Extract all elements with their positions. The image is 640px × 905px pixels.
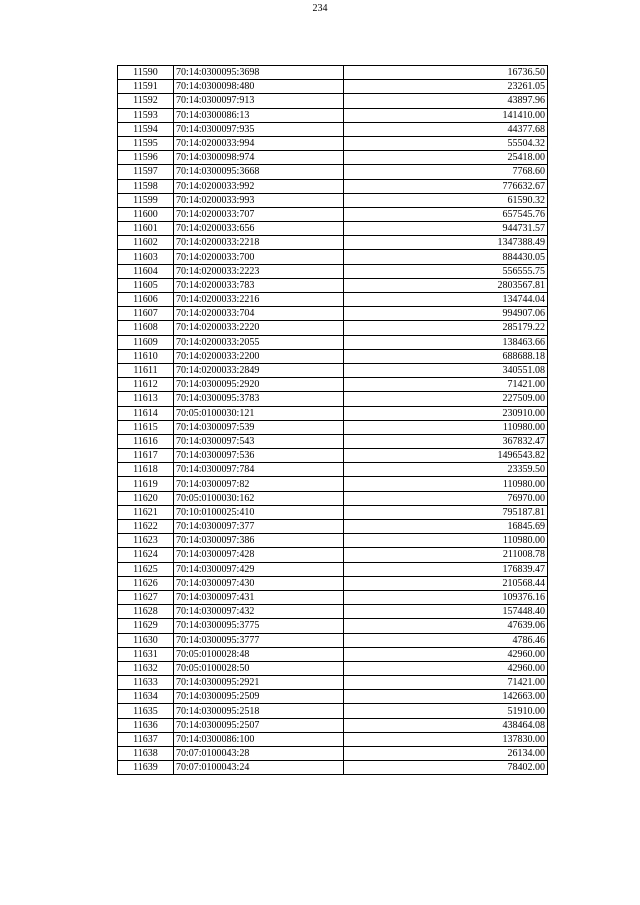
table-row <box>118 165 548 179</box>
value-cell: 26134.00 <box>344 747 548 761</box>
table-row <box>118 463 548 477</box>
cadastral-value-table <box>117 65 548 775</box>
row-number-cell: 11630 <box>118 633 174 647</box>
cadastral-number-cell: 70:14:0200033:2055 <box>174 335 344 349</box>
row-number-cell: 11605 <box>118 278 174 292</box>
row-number-cell: 11610 <box>118 349 174 363</box>
value-cell: 55504.32 <box>344 136 548 150</box>
value-cell: 367832.47 <box>344 434 548 448</box>
cadastral-number-cell: 70:14:0200033:656 <box>174 222 344 236</box>
row-number-cell: 11637 <box>118 732 174 746</box>
table-row <box>118 378 548 392</box>
row-number-cell: 11632 <box>118 661 174 675</box>
cadastral-number-cell: 70:14:0200033:993 <box>174 193 344 207</box>
value-cell: 25418.00 <box>344 151 548 165</box>
table-body <box>118 66 548 775</box>
value-cell: 134744.04 <box>344 293 548 307</box>
cadastral-number-cell: 70:14:0300095:2507 <box>174 718 344 732</box>
value-cell: 42960.00 <box>344 647 548 661</box>
row-number-cell: 11611 <box>118 363 174 377</box>
table-row <box>118 434 548 448</box>
row-number-cell: 11620 <box>118 491 174 505</box>
cadastral-number-cell: 70:14:0300097:784 <box>174 463 344 477</box>
table-row <box>118 491 548 505</box>
row-number-cell: 11615 <box>118 420 174 434</box>
row-number-cell: 11634 <box>118 690 174 704</box>
row-number-cell: 11593 <box>118 108 174 122</box>
table-row <box>118 363 548 377</box>
value-cell: 16736.50 <box>344 66 548 80</box>
value-cell: 138463.66 <box>344 335 548 349</box>
cadastral-number-cell: 70:05:0100028:48 <box>174 647 344 661</box>
table-row <box>118 420 548 434</box>
cadastral-number-cell: 70:14:0300097:536 <box>174 449 344 463</box>
table-row <box>118 704 548 718</box>
table-row <box>118 222 548 236</box>
value-cell: 110980.00 <box>344 534 548 548</box>
table-row <box>118 562 548 576</box>
cadastral-number-cell: 70:14:0200033:994 <box>174 136 344 150</box>
table-row <box>118 661 548 675</box>
value-cell: 142663.00 <box>344 690 548 704</box>
row-number-cell: 11635 <box>118 704 174 718</box>
row-number-cell: 11591 <box>118 80 174 94</box>
table-row <box>118 647 548 661</box>
value-cell: 1347388.49 <box>344 236 548 250</box>
table-row <box>118 605 548 619</box>
value-cell: 61590.32 <box>344 193 548 207</box>
row-number-cell: 11598 <box>118 179 174 193</box>
cadastral-number-cell: 70:14:0300097:429 <box>174 562 344 576</box>
row-number-cell: 11607 <box>118 307 174 321</box>
row-number-cell: 11618 <box>118 463 174 477</box>
table-row <box>118 179 548 193</box>
value-cell: 78402.00 <box>344 761 548 775</box>
cadastral-number-cell: 70:14:0300095:3777 <box>174 633 344 647</box>
row-number-cell: 11604 <box>118 264 174 278</box>
table-row <box>118 236 548 250</box>
cadastral-number-cell: 70:14:0300097:428 <box>174 548 344 562</box>
value-cell: 211008.78 <box>344 548 548 562</box>
value-cell: 795187.81 <box>344 505 548 519</box>
value-cell: 438464.08 <box>344 718 548 732</box>
value-cell: 16845.69 <box>344 520 548 534</box>
cadastral-number-cell: 70:14:0300097:386 <box>174 534 344 548</box>
row-number-cell: 11628 <box>118 605 174 619</box>
table-row <box>118 349 548 363</box>
cadastral-number-cell: 70:14:0300095:3698 <box>174 66 344 80</box>
table-row <box>118 307 548 321</box>
cadastral-number-cell: 70:14:0300097:539 <box>174 420 344 434</box>
value-cell: 47639.06 <box>344 619 548 633</box>
table-row <box>118 207 548 221</box>
table-row <box>118 619 548 633</box>
row-number-cell: 11631 <box>118 647 174 661</box>
cadastral-number-cell: 70:14:0300098:480 <box>174 80 344 94</box>
row-number-cell: 11603 <box>118 250 174 264</box>
value-cell: 23359.50 <box>344 463 548 477</box>
table-row <box>118 534 548 548</box>
cadastral-number-cell: 70:14:0300097:543 <box>174 434 344 448</box>
row-number-cell: 11627 <box>118 590 174 604</box>
table-row <box>118 108 548 122</box>
cadastral-number-cell: 70:14:0300095:2921 <box>174 676 344 690</box>
table-row <box>118 66 548 80</box>
cadastral-number-cell: 70:14:0300095:3668 <box>174 165 344 179</box>
cadastral-number-cell: 70:14:0300097:431 <box>174 590 344 604</box>
table-row <box>118 335 548 349</box>
value-cell: 71421.00 <box>344 378 548 392</box>
row-number-cell: 11596 <box>118 151 174 165</box>
row-number-cell: 11638 <box>118 747 174 761</box>
cadastral-number-cell: 70:14:0300097:913 <box>174 94 344 108</box>
value-cell: 285179.22 <box>344 321 548 335</box>
cadastral-number-cell: 70:14:0300095:3783 <box>174 392 344 406</box>
cadastral-number-cell: 70:14:0200033:704 <box>174 307 344 321</box>
value-cell: 157448.40 <box>344 605 548 619</box>
cadastral-number-cell: 70:10:0100025:410 <box>174 505 344 519</box>
table-row <box>118 732 548 746</box>
cadastral-number-cell: 70:14:0200033:2218 <box>174 236 344 250</box>
value-cell: 210568.44 <box>344 576 548 590</box>
table-row <box>118 633 548 647</box>
cadastral-number-cell: 70:14:0200033:2223 <box>174 264 344 278</box>
table-row <box>118 151 548 165</box>
row-number-cell: 11592 <box>118 94 174 108</box>
row-number-cell: 11623 <box>118 534 174 548</box>
table-row <box>118 576 548 590</box>
table-row <box>118 94 548 108</box>
row-number-cell: 11621 <box>118 505 174 519</box>
cadastral-number-cell: 70:14:0300095:2920 <box>174 378 344 392</box>
cadastral-number-cell: 70:14:0200033:2200 <box>174 349 344 363</box>
value-cell: 556555.75 <box>344 264 548 278</box>
cadastral-number-cell: 70:14:0300097:430 <box>174 576 344 590</box>
row-number-cell: 11612 <box>118 378 174 392</box>
value-cell: 137830.00 <box>344 732 548 746</box>
row-number-cell: 11622 <box>118 520 174 534</box>
table-row <box>118 690 548 704</box>
cadastral-number-cell: 70:14:0200033:2849 <box>174 363 344 377</box>
value-cell: 884430.05 <box>344 250 548 264</box>
table-row <box>118 406 548 420</box>
table-row <box>118 193 548 207</box>
value-cell: 44377.68 <box>344 122 548 136</box>
value-cell: 230910.00 <box>344 406 548 420</box>
value-cell: 76970.00 <box>344 491 548 505</box>
cadastral-number-cell: 70:14:0200033:2220 <box>174 321 344 335</box>
row-number-cell: 11624 <box>118 548 174 562</box>
cadastral-number-cell: 70:14:0300097:377 <box>174 520 344 534</box>
row-number-cell: 11590 <box>118 66 174 80</box>
cadastral-number-cell: 70:14:0300097:935 <box>174 122 344 136</box>
value-cell: 688688.18 <box>344 349 548 363</box>
cadastral-number-cell: 70:14:0300095:2509 <box>174 690 344 704</box>
table-row <box>118 80 548 94</box>
table-row <box>118 676 548 690</box>
table-row <box>118 761 548 775</box>
cadastral-number-cell: 70:14:0300098:974 <box>174 151 344 165</box>
cadastral-number-cell: 70:14:0200033:783 <box>174 278 344 292</box>
value-cell: 1496543.82 <box>344 449 548 463</box>
value-cell: 176839.47 <box>344 562 548 576</box>
value-cell: 994907.06 <box>344 307 548 321</box>
table-row <box>118 264 548 278</box>
table-row <box>118 122 548 136</box>
value-cell: 141410.00 <box>344 108 548 122</box>
row-number-cell: 11613 <box>118 392 174 406</box>
value-cell: 42960.00 <box>344 661 548 675</box>
row-number-cell: 11633 <box>118 676 174 690</box>
cadastral-number-cell: 70:07:0100043:24 <box>174 761 344 775</box>
row-number-cell: 11614 <box>118 406 174 420</box>
table-row <box>118 548 548 562</box>
row-number-cell: 11616 <box>118 434 174 448</box>
cadastral-number-cell: 70:14:0300086:100 <box>174 732 344 746</box>
table-row <box>118 477 548 491</box>
cadastral-number-cell: 70:14:0300095:3775 <box>174 619 344 633</box>
row-number-cell: 11617 <box>118 449 174 463</box>
table-row <box>118 718 548 732</box>
value-cell: 7768.60 <box>344 165 548 179</box>
row-number-cell: 11599 <box>118 193 174 207</box>
row-number-cell: 11629 <box>118 619 174 633</box>
cadastral-number-cell: 70:14:0300095:2518 <box>174 704 344 718</box>
value-cell: 4786.46 <box>344 633 548 647</box>
table-row <box>118 278 548 292</box>
cadastral-number-cell: 70:14:0300086:13 <box>174 108 344 122</box>
row-number-cell: 11597 <box>118 165 174 179</box>
row-number-cell: 11626 <box>118 576 174 590</box>
value-cell: 657545.76 <box>344 207 548 221</box>
cadastral-number-cell: 70:05:0100028:50 <box>174 661 344 675</box>
value-cell: 110980.00 <box>344 477 548 491</box>
cadastral-number-cell: 70:14:0200033:700 <box>174 250 344 264</box>
table-row <box>118 505 548 519</box>
table-row <box>118 321 548 335</box>
row-number-cell: 11601 <box>118 222 174 236</box>
row-number-cell: 11609 <box>118 335 174 349</box>
cadastral-number-cell: 70:14:0300097:82 <box>174 477 344 491</box>
row-number-cell: 11608 <box>118 321 174 335</box>
row-number-cell: 11606 <box>118 293 174 307</box>
value-cell: 71421.00 <box>344 676 548 690</box>
value-cell: 2803567.81 <box>344 278 548 292</box>
value-cell: 109376.16 <box>344 590 548 604</box>
row-number-cell: 11595 <box>118 136 174 150</box>
row-number-cell: 11602 <box>118 236 174 250</box>
cadastral-number-cell: 70:14:0200033:2216 <box>174 293 344 307</box>
table-row <box>118 136 548 150</box>
cadastral-number-cell: 70:14:0200033:992 <box>174 179 344 193</box>
row-number-cell: 11619 <box>118 477 174 491</box>
table-row <box>118 250 548 264</box>
row-number-cell: 11636 <box>118 718 174 732</box>
table-row <box>118 520 548 534</box>
value-cell: 110980.00 <box>344 420 548 434</box>
row-number-cell: 11600 <box>118 207 174 221</box>
table-row <box>118 590 548 604</box>
row-number-cell: 11639 <box>118 761 174 775</box>
value-cell: 51910.00 <box>344 704 548 718</box>
table-row <box>118 392 548 406</box>
value-cell: 340551.08 <box>344 363 548 377</box>
table-row <box>118 747 548 761</box>
table-row <box>118 449 548 463</box>
page-number: 234 <box>312 3 328 14</box>
value-cell: 43897.96 <box>344 94 548 108</box>
value-cell: 944731.57 <box>344 222 548 236</box>
cadastral-number-cell: 70:14:0200033:707 <box>174 207 344 221</box>
row-number-cell: 11625 <box>118 562 174 576</box>
value-cell: 776632.67 <box>344 179 548 193</box>
value-cell: 23261.05 <box>344 80 548 94</box>
cadastral-number-cell: 70:07:0100043:28 <box>174 747 344 761</box>
row-number-cell: 11594 <box>118 122 174 136</box>
value-cell: 227509.00 <box>344 392 548 406</box>
table-row <box>118 293 548 307</box>
cadastral-number-cell: 70:05:0100030:162 <box>174 491 344 505</box>
cadastral-number-cell: 70:14:0300097:432 <box>174 605 344 619</box>
cadastral-number-cell: 70:05:0100030:121 <box>174 406 344 420</box>
